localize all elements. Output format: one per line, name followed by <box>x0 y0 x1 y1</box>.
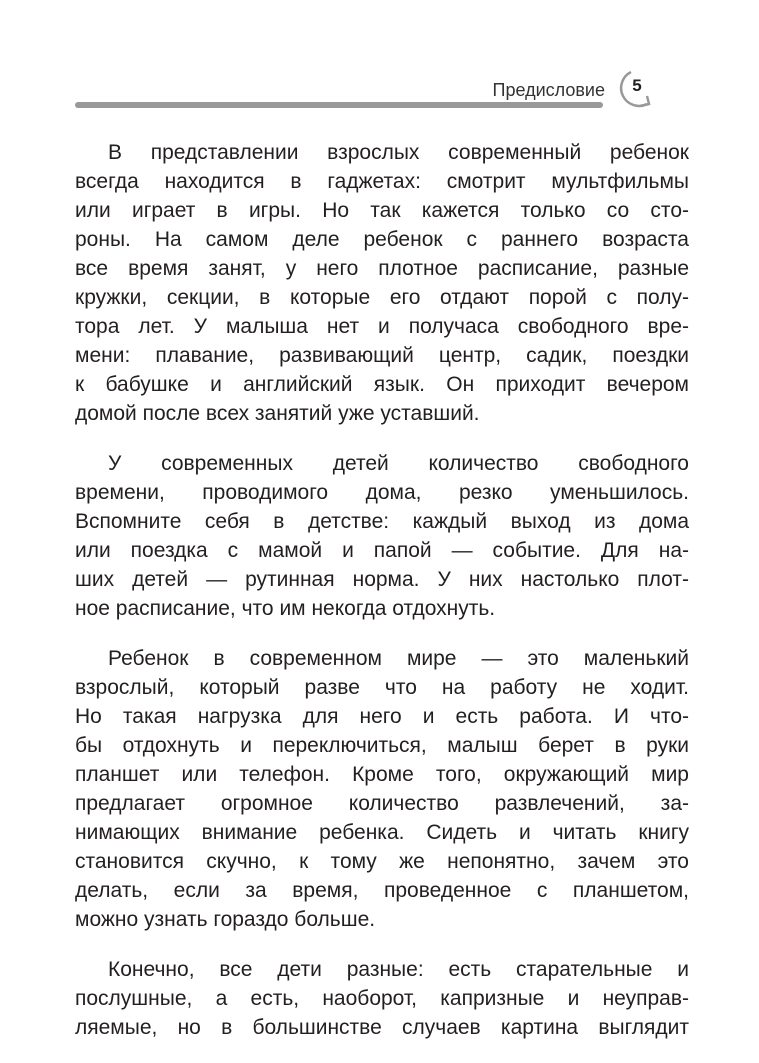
text-line: тора лет. У малыша нет и получаса свободного вре- <box>75 315 689 338</box>
page-number-badge <box>617 68 657 108</box>
text-line: становится скучно, к тому же непонятно, зачем это <box>75 850 689 873</box>
paragraph <box>75 138 689 428</box>
text-line: ляемые, но в большинстве случаев картина выглядит <box>75 1016 689 1039</box>
text-line: домой после всех занятий уже уставший. <box>75 402 480 425</box>
text-line: бы отдохнуть и переключиться, малыш берет в руки <box>75 734 689 757</box>
text-line: В представлении взрослых современный ребенок <box>108 141 689 164</box>
text-line: можно узнать гораздо больше. <box>75 908 376 931</box>
text-line: делать, если за время, проведенное с планшетом, <box>75 879 689 902</box>
text-line: Конечно, все дети разные: есть старательные и <box>108 958 689 981</box>
text-line: кружки, секции, в которые его отдают порой с полу- <box>75 286 689 309</box>
text-line: мени: плавание, развивающий центр, садик, поездки <box>75 344 689 367</box>
text-line: Ребенок в современном мире — это маленький <box>108 647 689 670</box>
text-line: роны. На самом деле ребенок с раннего возраста <box>75 228 689 251</box>
text-line: времени, проводимого дома, резко уменьшилось. <box>75 481 689 504</box>
text-line: послушные, а есть, наоборот, капризные и неуправ- <box>75 987 689 1010</box>
section-title: Предисловие <box>492 80 605 100</box>
text-line: У современных детей количество свободного <box>108 452 689 475</box>
paragraph <box>75 449 689 623</box>
text-line: ших детей — рутинная норма. У них настолько плот- <box>75 568 689 591</box>
body-text <box>75 138 689 1063</box>
text-line: к бабушке и английский язык. Он приходит вечером <box>75 373 689 396</box>
page-number: 5 <box>632 76 642 95</box>
text-line: Вспомните себя в детстве: каждый выход из дома <box>75 510 689 533</box>
text-line: предлагает огромное количество развлечений, за- <box>75 792 689 815</box>
text-line: планшет или телефон. Кроме того, окружающий мир <box>75 763 689 786</box>
text-line: все время занят, у него плотное расписание, разные <box>75 257 689 280</box>
paragraph <box>75 644 689 934</box>
text-line: всегда находится в гаджетах: смотрит мультфильмы <box>75 170 689 193</box>
text-line: ное расписание, что им некогда отдохнуть. <box>75 597 496 620</box>
paragraph <box>75 955 689 1042</box>
text-line: или играет в игры. Но так кажется только со сто- <box>75 199 689 222</box>
text-line: нимающих внимание ребенка. Сидеть и читать книгу <box>75 821 689 844</box>
text-line: взрослый, который разве что на работу не ходит. <box>75 676 689 699</box>
text-line: или поездка с мамой и папой — событие. Для на- <box>75 539 689 562</box>
text-line: Но такая нагрузка для него и есть работа. И что- <box>75 705 689 728</box>
running-header <box>75 68 665 108</box>
header-rule <box>75 102 603 108</box>
